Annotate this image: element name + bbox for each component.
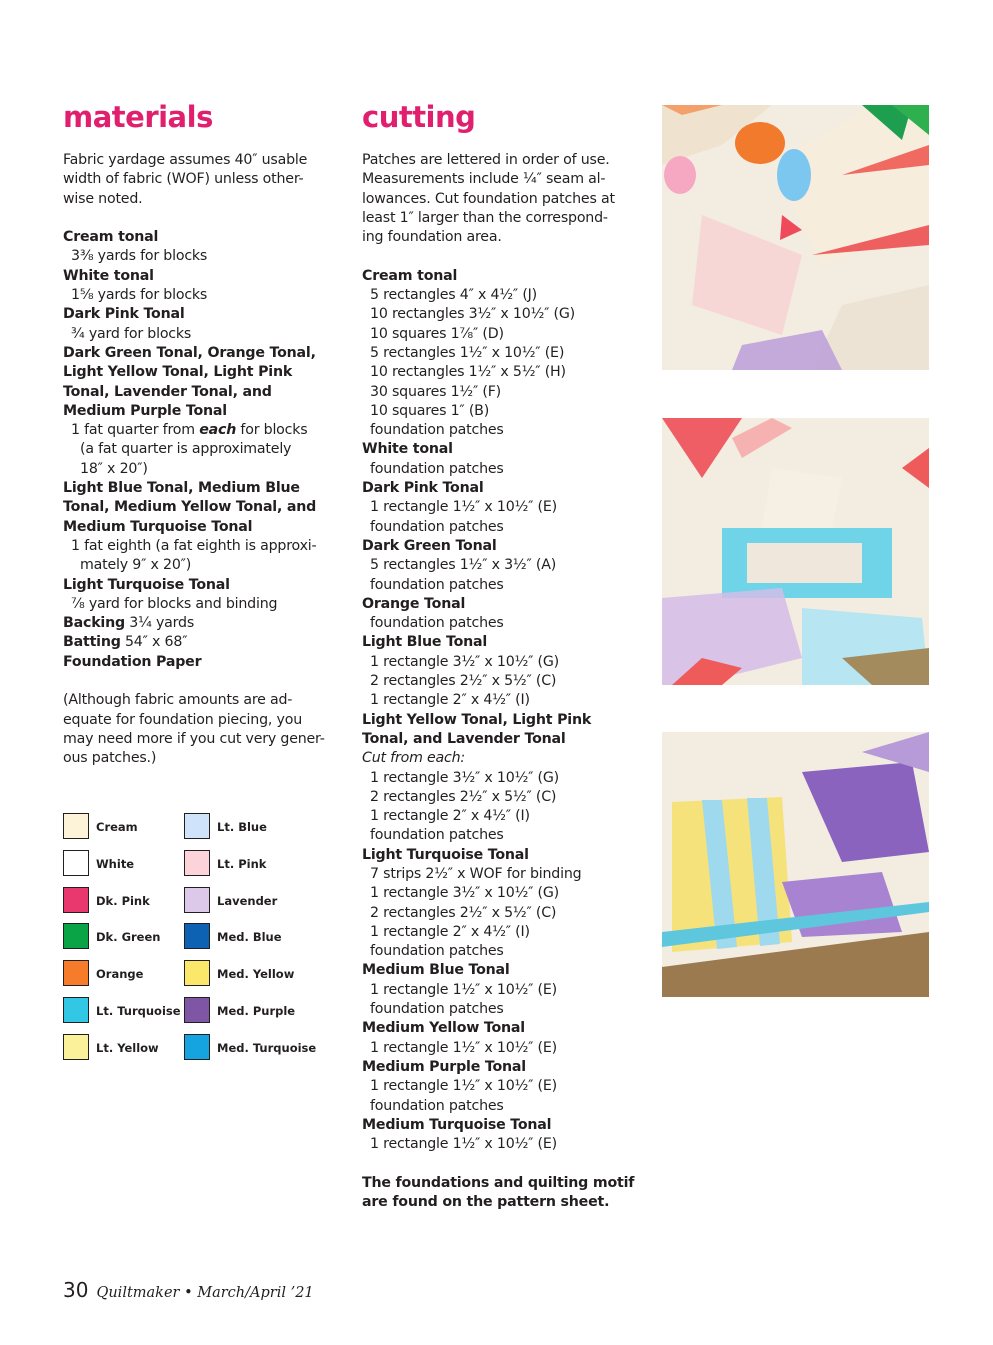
swatch-label: Dk. Pink [96, 893, 150, 908]
swatch-label: Lavender [217, 893, 278, 908]
cutting-closing-line: are found on the pattern sheet. [362, 1194, 610, 1211]
cutting-item: 30 squares 1½″ (F) [370, 383, 502, 400]
batting-name: Batting [63, 634, 121, 651]
batting-line [63, 633, 343, 652]
materials-column [63, 151, 343, 769]
material-name: Light Yellow Tonal, Light Pink [63, 364, 293, 381]
swatch-label: Med. Blue [217, 930, 282, 945]
swatch-label: Cream [96, 820, 138, 834]
cutting-item: 1 rectangle 1½″ x 10½″ (E) [370, 981, 557, 998]
material-name: Cream tonal [63, 229, 159, 246]
page-footer [63, 1278, 314, 1302]
quilt-photo-2 [662, 418, 929, 685]
cutting-fabric-name: White tonal [362, 441, 453, 458]
material-name: Tonal, Medium Yellow Tonal, and [63, 499, 317, 516]
material-amount-note: (a fat quarter is approximately [80, 441, 292, 458]
materials-intro-line: Fabric yardage assumes 40″ usable [63, 152, 308, 168]
swatch-lt-pink [184, 850, 210, 876]
batting-value: 54″ x 68″ [124, 634, 188, 651]
swatch-orange [63, 960, 89, 986]
swatch-med-blue [184, 923, 210, 949]
cutting-item: 1 rectangle 1½″ x 10½″ (E) [370, 1078, 557, 1095]
material-amount: 1 fat eighth (a fat eighth is approxi- [71, 537, 317, 554]
cutting-item: 10 squares 1⅞″ (D) [370, 325, 504, 342]
cutting-fabric-name: Cream tonal [362, 267, 458, 284]
swatch-dk-pink [63, 887, 89, 913]
swatch-label: Lt. Blue [217, 820, 267, 834]
materials-intro-line: width of fabric (WOF) unless other- [63, 171, 304, 188]
cutting-item: 5 rectangles 1½″ x 10½″ (E) [370, 344, 565, 361]
material-name: Dark Pink Tonal [63, 306, 185, 323]
cutting-item: foundation patches [370, 518, 504, 535]
page-number: 30 [63, 1278, 89, 1302]
swatch-label: Med. Yellow [217, 967, 295, 982]
cutting-item: 7 strips 2½″ x WOF for binding [370, 865, 582, 882]
color-legend [63, 813, 333, 1069]
material-name: Dark Green Tonal, Orange Tonal, [63, 344, 316, 361]
cutting-fabric-name: Light Blue Tonal [362, 634, 488, 651]
cutting-item: 10 rectangles 1½″ x 5½″ (H) [370, 364, 566, 381]
cutting-item: 1 rectangle 3½″ x 10½″ (G) [370, 653, 559, 670]
cutting-item: 1 rectangle 3½″ x 10½″ (G) [370, 769, 559, 786]
material-amount: ¾ yard for blocks [71, 325, 192, 342]
cutting-item: 10 rectangles 3½″ x 10½″ (G) [370, 306, 576, 323]
cutting-item: 1 rectangle 2″ x 4½″ (I) [370, 923, 530, 940]
cutting-item: foundation patches [370, 943, 504, 960]
material-name: Tonal, Lavender Tonal, and [63, 383, 272, 400]
swatch-med-yellow [184, 960, 210, 986]
cutting-intro-line: Measurements include ¼″ seam al- [362, 171, 606, 188]
swatch-med-purple [184, 997, 210, 1023]
cutting-item: 1 rectangle 3½″ x 10½″ (G) [370, 885, 559, 902]
cutting-item: foundation patches [370, 827, 504, 844]
cutting-item: foundation patches [370, 576, 504, 593]
cutting-intro-line: Patches are lettered in order of use. [362, 152, 610, 168]
cutting-item: 2 rectangles 2½″ x 5½″ (C) [370, 673, 557, 690]
cutting-fabric-name: Light Yellow Tonal, Light Pink [362, 711, 592, 728]
material-name: White tonal [63, 267, 154, 284]
cutting-item: foundation patches [370, 422, 504, 439]
material-amount: 3⅜ yards for blocks [71, 248, 208, 265]
swatch-label: Med. Turquoise [217, 1040, 317, 1055]
material-amount-text: 1 fat quarter from [71, 422, 200, 439]
cutting-column [362, 151, 647, 1212]
materials-note-line: (Although fabric amounts are ad- [63, 692, 293, 709]
quilt-photo-3 [662, 732, 929, 997]
swatch-label: Orange [96, 967, 144, 982]
cutting-item: 2 rectangles 2½″ x 5½″ (C) [370, 788, 557, 805]
cutting-item: 1 rectangle 2″ x 4½″ (I) [370, 692, 530, 709]
swatch-label: Lt. Yellow [96, 1040, 159, 1055]
cutting-item: foundation patches [370, 1097, 504, 1114]
backing-line [63, 614, 343, 633]
cutting-intro-line: lowances. Cut foundation patches at [362, 190, 615, 207]
cutting-item: 1 rectangle 1½″ x 10½″ (E) [370, 499, 557, 516]
material-amount-note: mately 9″ x 20″) [80, 557, 192, 574]
material-name: Medium Purple Tonal [63, 402, 227, 419]
cutting-fabric-name: Dark Pink Tonal [362, 480, 484, 497]
cutting-item: 1 rectangle 1½″ x 10½″ (E) [370, 1136, 557, 1153]
cutting-fabric-name: Medium Blue Tonal [362, 962, 510, 979]
quilt-photo-1 [662, 105, 929, 370]
cutting-fabric-name: Orange Tonal [362, 595, 466, 612]
backing-value: 3¼ yards [129, 615, 195, 632]
swatch-label: Lt. Turquoise [96, 1004, 181, 1018]
cutting-intro-line: ing foundation area. [362, 229, 502, 246]
material-amount-text: for blocks [236, 422, 308, 439]
cutting-item: foundation patches [370, 615, 504, 632]
material-name: Light Turquoise Tonal [63, 576, 230, 593]
foundation-paper: Foundation Paper [63, 653, 202, 670]
cutting-closing-line: The foundations and quilting motif [362, 1174, 635, 1191]
cutting-item: 10 squares 1″ (B) [370, 402, 490, 419]
material-name: Medium Turquoise Tonal [63, 518, 253, 535]
swatch-label: Med. Purple [217, 1004, 296, 1018]
cutting-item: 5 rectangles 4″ x 4½″ (J) [370, 287, 537, 304]
swatch-label: White [96, 856, 135, 871]
material-name: Light Blue Tonal, Medium Blue [63, 480, 300, 497]
publication-name: Quiltmaker • March/April ’21 [96, 1285, 314, 1301]
material-amount-emphasis: each [199, 422, 237, 439]
cutting-item: 1 rectangle 1½″ x 10½″ (E) [370, 1039, 557, 1056]
swatch-cream [63, 813, 89, 839]
swatch-med-turquoise [184, 1034, 210, 1060]
cutting-intro-line: least 1″ larger than the correspond- [362, 209, 608, 226]
cutting-item: foundation patches [370, 460, 504, 477]
materials-note-line: equate for foundation piecing, you [63, 711, 302, 728]
cutting-fabric-name: Medium Purple Tonal [362, 1058, 526, 1075]
swatch-lt-blue [184, 813, 210, 839]
swatch-label: Lt. Pink [217, 856, 267, 871]
materials-heading: materials [63, 100, 213, 134]
material-amount [63, 421, 343, 440]
swatch-lt-turquoise [63, 997, 89, 1023]
swatch-label: Dk. Green [96, 930, 161, 945]
cutting-fabric-name: Medium Yellow Tonal [362, 1020, 525, 1037]
cutting-item: 5 rectangles 1½″ x 3½″ (A) [370, 557, 557, 574]
material-amount: ⅞ yard for blocks and binding [71, 595, 278, 612]
materials-intro-line: wise noted. [63, 190, 143, 207]
swatch-lavender [184, 887, 210, 913]
cutting-fabric-name: Light Turquoise Tonal [362, 846, 529, 863]
cutting-item: 2 rectangles 2½″ x 5½″ (C) [370, 904, 557, 921]
material-amount-note: 18″ x 20″) [80, 460, 148, 477]
material-amount: 1⅝ yards for blocks [71, 287, 208, 304]
cutting-fabric-name: Medium Turquoise Tonal [362, 1116, 552, 1133]
swatch-dk-green [63, 923, 89, 949]
cutting-heading: cutting [362, 100, 476, 134]
materials-note-line: ous patches.) [63, 750, 157, 767]
cutting-fabric-name: Tonal, and Lavender Tonal [362, 730, 566, 747]
swatch-lt-yellow [63, 1034, 89, 1060]
cutting-item: foundation patches [370, 1001, 504, 1018]
cutting-item: 1 rectangle 2″ x 4½″ (I) [370, 808, 530, 825]
backing-name: Backing [63, 615, 125, 632]
cutting-fabric-name: Dark Green Tonal [362, 537, 497, 554]
cutting-instruction: Cut from each: [362, 750, 466, 767]
materials-note-line: may need more if you cut very gener- [63, 730, 325, 747]
swatch-white [63, 850, 89, 876]
